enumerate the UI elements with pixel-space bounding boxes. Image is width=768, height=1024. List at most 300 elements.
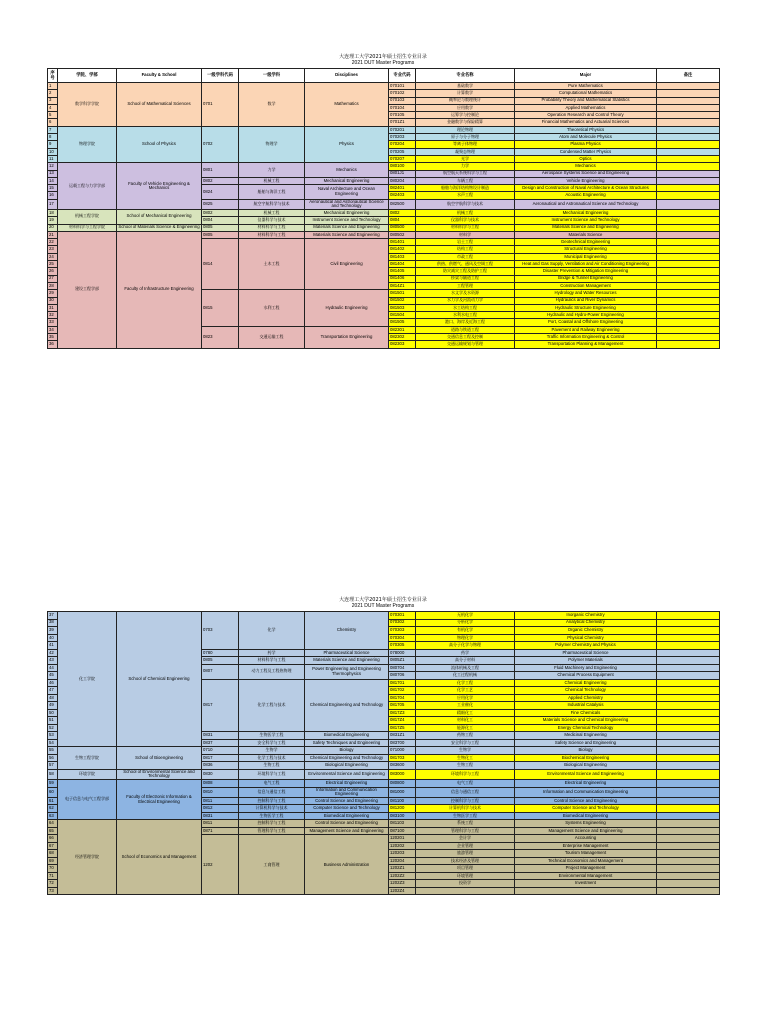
seq-cell: 12 xyxy=(48,163,58,170)
note-cell xyxy=(657,192,720,199)
major-code-cell: 120201 xyxy=(389,835,416,843)
major-en-cell: Medicinal Engineering xyxy=(515,732,657,740)
major-cn-cell: 理论物理 xyxy=(416,126,515,133)
discipline-code-cell: 0871 xyxy=(202,827,239,835)
major-cn-cell: 投资学 xyxy=(416,880,515,888)
major-cn-cell: 高分子材料 xyxy=(416,657,515,665)
table-row xyxy=(48,780,720,788)
major-cn-cell: 材料化工 xyxy=(416,717,515,725)
seq-cell: 59 xyxy=(48,780,58,788)
note-cell xyxy=(657,717,720,725)
note-cell xyxy=(657,319,720,326)
major-en-cell: Polymer Chemistry and Physics xyxy=(515,642,657,650)
table-row xyxy=(48,231,720,238)
discipline-en-cell: Aeronautical and Astronautical Science and Technology xyxy=(305,199,389,209)
seq-cell: 13 xyxy=(48,170,58,177)
seq-cell: 71 xyxy=(48,872,58,880)
major-en-cell: Fine Chemicals xyxy=(515,709,657,717)
discipline-cn-cell: 物理学 xyxy=(239,126,305,162)
major-cn-cell: 交通运输规划与管理 xyxy=(416,341,515,348)
major-code-cell: 081504 xyxy=(389,312,416,319)
major-cn-cell: 结构工程 xyxy=(416,246,515,253)
seq-cell: 36 xyxy=(48,341,58,348)
note-cell xyxy=(657,812,720,820)
note-cell xyxy=(657,679,720,687)
major-en-cell: Chemical Engineering xyxy=(515,679,657,687)
major-cn-cell: 凝聚态物理 xyxy=(416,148,515,155)
major-code-cell: 081200 xyxy=(389,805,416,813)
seq-cell: 18 xyxy=(48,209,58,216)
discipline-code-cell: 0831 xyxy=(202,732,239,740)
note-cell xyxy=(657,842,720,850)
note-cell xyxy=(657,820,720,828)
major-cn-cell: 水声工程 xyxy=(416,192,515,199)
major-code-cell: 070205 xyxy=(389,148,416,155)
major-cn-cell: 管理科学与工程 xyxy=(416,827,515,835)
major-code-cell: 070105 xyxy=(389,112,416,119)
major-en-cell: Biological Engineering xyxy=(515,762,657,770)
faculty-cell: School of Economics and Management xyxy=(117,820,202,895)
note-cell xyxy=(657,827,720,835)
major-code-cell: 070204 xyxy=(389,141,416,148)
major-en-cell: Mechanical Engineering xyxy=(515,209,657,216)
note-cell xyxy=(657,709,720,717)
header-dept-cn: 学院、学部 xyxy=(58,69,117,83)
major-en-cell: Hydraulics and River Dynamics xyxy=(515,297,657,304)
major-cn-cell: 金融数学与保险精算 xyxy=(416,119,515,126)
note-cell xyxy=(657,634,720,642)
note-cell xyxy=(657,177,720,184)
table-row xyxy=(48,209,720,216)
major-en-cell: Acoustic Engineering xyxy=(515,192,657,199)
major-code-cell: 081505 xyxy=(389,319,416,326)
seq-cell: 14 xyxy=(48,177,58,184)
major-en-cell: Mechanics xyxy=(515,163,657,170)
discipline-code-cell: 0825 xyxy=(202,199,239,209)
major-en-cell: Polymer Materials xyxy=(515,657,657,665)
major-en-cell: Biomedical Engineering xyxy=(515,812,657,820)
seq-cell: 34 xyxy=(48,326,58,333)
dept-cn-cell: 材料科学与工程学院 xyxy=(58,224,117,231)
discipline-en-cell: Transportation Engineering xyxy=(305,326,389,348)
seq-cell: 20 xyxy=(48,224,58,231)
major-code-cell: 120203 xyxy=(389,850,416,858)
discipline-cn-cell: 机械工程 xyxy=(239,177,305,184)
major-en-cell: Heat and Gas Supply, Ventilation and Air Conditioning Engineering xyxy=(515,261,657,268)
header-note: 备注 xyxy=(657,69,720,83)
discipline-en-cell: Pharmaceutical Science xyxy=(305,649,389,657)
major-cn-cell: 企业管理 xyxy=(416,842,515,850)
seq-cell: 32 xyxy=(48,312,58,319)
major-cn-cell: 化工过程机械 xyxy=(416,672,515,680)
major-code-cell: 070303 xyxy=(389,627,416,635)
major-en-cell: Aeronautical and Astronautical Science and Technology xyxy=(515,199,657,209)
discipline-code-cell: 0830 xyxy=(202,769,239,779)
header-disc-cn: 一级学科 xyxy=(239,69,305,83)
major-cn-cell: 化学工程 xyxy=(416,679,515,687)
discipline-code-cell: 0823 xyxy=(202,326,239,348)
note-cell xyxy=(657,155,720,162)
major-code-cell: 081402 xyxy=(389,246,416,253)
note-cell xyxy=(657,134,720,141)
note-cell xyxy=(657,739,720,747)
major-code-cell: 081701 xyxy=(389,679,416,687)
discipline-en-cell: Biological Engineering xyxy=(305,762,389,770)
major-en-cell: Aerospace Systems Science and Engineering xyxy=(515,170,657,177)
major-cn-cell: 生物工程 xyxy=(416,762,515,770)
major-code-cell: 082301 xyxy=(389,326,416,333)
seq-cell: 1 xyxy=(48,83,58,90)
note-cell xyxy=(657,835,720,843)
major-code-cell: 080100 xyxy=(389,163,416,170)
major-en-cell: Computer Science and Technology xyxy=(515,805,657,813)
note-cell xyxy=(657,185,720,192)
major-en-cell: Geotechnical Engineering xyxy=(515,239,657,246)
major-en-cell: Instrument Science and Technology xyxy=(515,217,657,224)
major-cn-cell: 等离子体物理 xyxy=(416,141,515,148)
note-cell xyxy=(657,297,720,304)
discipline-en-cell: Materials Science and Engineering xyxy=(305,231,389,238)
note-cell xyxy=(657,754,720,762)
header-major-en: Major xyxy=(515,69,657,83)
discipline-en-cell: Chemical Engineering and Technology xyxy=(305,679,389,732)
major-cn-cell: 无机化学 xyxy=(416,612,515,620)
major-en-cell: Technical Economics and Management xyxy=(515,857,657,865)
note-cell xyxy=(657,209,720,216)
major-en-cell: Optics xyxy=(515,155,657,162)
discipline-cn-cell: 化学工程与技术 xyxy=(239,754,305,762)
faculty-cell: Faculty of Vehicle Engineering & Mechanics xyxy=(117,163,202,210)
major-code-cell: 081501 xyxy=(389,290,416,297)
discipline-en-cell: Safety Techniques and Engineering xyxy=(305,739,389,747)
note-cell xyxy=(657,694,720,702)
major-code-cell: 082302 xyxy=(389,333,416,340)
major-en-cell: Control Science and Engineering xyxy=(515,797,657,805)
note-cell xyxy=(657,268,720,275)
major-code-cell: 0802 xyxy=(389,209,416,216)
header-major-cn: 专业名称 xyxy=(416,69,515,83)
major-en-cell: Environmental Science and Engineering xyxy=(515,769,657,779)
discipline-code-cell: 0817 xyxy=(202,679,239,732)
major-en-cell: Applied Chemistry xyxy=(515,694,657,702)
major-cn-cell: 工程管理 xyxy=(416,282,515,289)
discipline-code-cell: 0831 xyxy=(202,812,239,820)
note-cell xyxy=(657,282,720,289)
major-cn-cell: 药物工程 xyxy=(416,732,515,740)
major-en-cell: Safety Science and Engineering xyxy=(515,739,657,747)
major-cn-cell: 车辆工程 xyxy=(416,177,515,184)
discipline-en-cell: Naval Architecture and Ocean Engineering xyxy=(305,185,389,200)
seq-cell: 69 xyxy=(48,857,58,865)
major-code-cell: 087100 xyxy=(389,827,416,835)
note-cell xyxy=(657,762,720,770)
major-cn-cell: 生物化工 xyxy=(416,754,515,762)
major-en-cell xyxy=(515,887,657,895)
note-cell xyxy=(657,341,720,348)
major-cn-cell: 精细化工 xyxy=(416,709,515,717)
note-cell xyxy=(657,642,720,650)
dept-cn-cell: 经济管理学院 xyxy=(58,820,117,895)
major-en-cell: Chemical Technology xyxy=(515,687,657,695)
discipline-en-cell: Management Science and Engineering xyxy=(305,827,389,835)
note-cell xyxy=(657,687,720,695)
discipline-cn-cell: 化学 xyxy=(239,612,305,650)
major-cn-cell: 药学 xyxy=(416,649,515,657)
seq-cell: 19 xyxy=(48,217,58,224)
major-en-cell: Design and Construction of Naval Architecture & Ocean Structures xyxy=(515,185,657,192)
major-cn-cell: 计算数学 xyxy=(416,90,515,97)
discipline-code-cell: 0805 xyxy=(202,657,239,665)
note-cell xyxy=(657,148,720,155)
major-cn-cell: 旅游管理 xyxy=(416,850,515,858)
discipline-cn-cell: 控制科学与工程 xyxy=(239,820,305,828)
major-cn-cell: 环境科学与工程 xyxy=(416,769,515,779)
header-faculty: Faculty & School xyxy=(117,69,202,83)
major-en-cell: Port, Coastal and Offshore Engineering xyxy=(515,319,657,326)
dept-cn-cell: 物理学院 xyxy=(58,126,117,162)
major-cn-cell: 道路与铁道工程 xyxy=(416,326,515,333)
major-en-cell: Condensed Matter Physics xyxy=(515,148,657,155)
page-subtitle: 2021 DUT Master Programs xyxy=(351,603,415,609)
major-code-cell: 080502 xyxy=(389,231,416,238)
major-cn-cell: 分析化学 xyxy=(416,619,515,627)
note-cell xyxy=(657,126,720,133)
header-disc-code: 一级学科代码 xyxy=(202,69,239,83)
discipline-code-cell: 0710 xyxy=(202,747,239,755)
discipline-code-cell: 0808 xyxy=(202,780,239,788)
major-en-cell: Systems Engineering xyxy=(515,820,657,828)
major-code-cell: 0814Z1 xyxy=(389,282,416,289)
major-en-cell: Management Science and Engineering xyxy=(515,827,657,835)
header-seq: 序号 xyxy=(48,69,58,83)
seq-cell: 8 xyxy=(48,134,58,141)
discipline-en-cell: Chemical Engineering and Technology xyxy=(305,754,389,762)
discipline-en-cell: Power Engineering and Engineering Thermophysics xyxy=(305,664,389,679)
discipline-cn-cell: 数学 xyxy=(239,83,305,127)
major-code-cell: 083600 xyxy=(389,762,416,770)
discipline-cn-cell: 动力工程及工程热物理 xyxy=(239,664,305,679)
discipline-cn-cell: 控制科学与工程 xyxy=(239,797,305,805)
seq-cell: 24 xyxy=(48,253,58,260)
major-cn-cell: 电气工程 xyxy=(416,780,515,788)
discipline-code-cell: 1202 xyxy=(202,835,239,895)
major-code-cell: 082403 xyxy=(389,192,416,199)
discipline-en-cell: Mechanics xyxy=(305,163,389,178)
note-cell xyxy=(657,787,720,797)
major-en-cell: Municipal Engineering xyxy=(515,253,657,260)
seq-cell: 68 xyxy=(48,850,58,858)
major-code-cell: 070101 xyxy=(389,83,416,90)
note-cell xyxy=(657,90,720,97)
discipline-cn-cell: 计算机科学与技术 xyxy=(239,805,305,813)
seq-cell: 37 xyxy=(48,612,58,620)
seq-cell: 26 xyxy=(48,268,58,275)
major-en-cell: Financial Mathematics and Actuarial Sciences xyxy=(515,119,657,126)
dept-cn-cell: 机械工程学院 xyxy=(58,209,117,224)
major-code-cell: 078000 xyxy=(389,649,416,657)
major-cn-cell: 水工结构工程 xyxy=(416,304,515,311)
discipline-en-cell: Mathematics xyxy=(305,83,389,127)
major-en-cell: Transportation Planning & Management xyxy=(515,341,657,348)
discipline-code-cell: 0805 xyxy=(202,231,239,238)
seq-cell: 63 xyxy=(48,812,58,820)
major-cn-cell: 航空宇航科学与技术 xyxy=(416,199,515,209)
note-cell xyxy=(657,857,720,865)
major-code-cell: 080800 xyxy=(389,780,416,788)
note-cell xyxy=(657,97,720,104)
faculty-cell: Faculty of Electronic Information & Electrical Engineering xyxy=(117,780,202,820)
major-code-cell: 070304 xyxy=(389,634,416,642)
major-code-cell: 1202Z1 xyxy=(389,865,416,873)
note-cell xyxy=(657,805,720,813)
major-en-cell: Applied Mathematics xyxy=(515,104,657,111)
major-cn-cell: 工业催化 xyxy=(416,702,515,710)
table-row xyxy=(48,612,720,620)
discipline-cn-cell: 管理科学与工程 xyxy=(239,827,305,835)
seq-cell: 65 xyxy=(48,827,58,835)
seq-cell: 61 xyxy=(48,797,58,805)
note-cell xyxy=(657,702,720,710)
major-en-cell: Materials Science and Engineering xyxy=(515,224,657,231)
major-en-cell: Analytical Chemistry xyxy=(515,619,657,627)
seq-cell: 30 xyxy=(48,297,58,304)
discipline-cn-cell: 交通运输工程 xyxy=(239,326,305,348)
note-cell xyxy=(657,170,720,177)
discipline-cn-cell: 材料科学与工程 xyxy=(239,657,305,665)
seq-cell: 46 xyxy=(48,679,58,687)
dept-cn-cell: 环境学院 xyxy=(58,769,117,779)
major-code-cell: 0804 xyxy=(389,217,416,224)
seq-cell: 62 xyxy=(48,805,58,813)
discipline-cn-cell: 水利工程 xyxy=(239,290,305,326)
major-code-cell: 070301 xyxy=(389,612,416,620)
table-body xyxy=(48,612,720,895)
discipline-en-cell: Control Science and Engineering xyxy=(305,797,389,805)
major-cn-cell: 环境管理 xyxy=(416,872,515,880)
major-en-cell: Energy Chemical Technology xyxy=(515,724,657,732)
major-cn-cell xyxy=(416,887,515,895)
discipline-code-cell: 0814 xyxy=(202,239,239,290)
major-en-cell: Pharmaceutical Science xyxy=(515,649,657,657)
seq-cell: 40 xyxy=(48,634,58,642)
major-en-cell: Chemical Process Equipment xyxy=(515,672,657,680)
major-cn-cell: 材料科学与工程 xyxy=(416,224,515,231)
note-cell xyxy=(657,732,720,740)
major-code-cell: 0801J1 xyxy=(389,170,416,177)
discipline-cn-cell: 力学 xyxy=(239,163,305,178)
major-code-cell: 083700 xyxy=(389,739,416,747)
major-cn-cell: 港口、海岸及近海工程 xyxy=(416,319,515,326)
programs-table xyxy=(47,611,720,895)
seq-cell: 4 xyxy=(48,104,58,111)
major-code-cell: 070305 xyxy=(389,642,416,650)
discipline-en-cell: Mechanical Engineering xyxy=(305,209,389,216)
discipline-en-cell: Control Science and Engineering xyxy=(305,820,389,828)
seq-cell: 10 xyxy=(48,148,58,155)
note-cell xyxy=(657,112,720,119)
seq-cell: 64 xyxy=(48,820,58,828)
seq-cell: 53 xyxy=(48,732,58,740)
major-cn-cell: 技术经济及管理 xyxy=(416,857,515,865)
major-cn-cell: 物理化学 xyxy=(416,634,515,642)
note-cell xyxy=(657,627,720,635)
discipline-code-cell: 0780 xyxy=(202,649,239,657)
seq-cell: 43 xyxy=(48,657,58,665)
dept-cn-cell: 化工学院 xyxy=(58,612,117,747)
note-cell xyxy=(657,104,720,111)
note-cell xyxy=(657,880,720,888)
major-cn-cell: 信息与通信工程 xyxy=(416,787,515,797)
discipline-code-cell: 0804 xyxy=(202,217,239,224)
seq-cell: 31 xyxy=(48,304,58,311)
note-cell xyxy=(657,199,720,209)
major-code-cell: 080204 xyxy=(389,177,416,184)
major-en-cell: Hydrology and Water Resources xyxy=(515,290,657,297)
note-cell xyxy=(657,231,720,238)
major-en-cell: Environmental Management xyxy=(515,872,657,880)
major-code-cell: 080500 xyxy=(389,224,416,231)
major-en-cell: Biology xyxy=(515,747,657,755)
major-code-cell: 080704 xyxy=(389,664,416,672)
major-cn-cell: 项目管理 xyxy=(416,865,515,873)
discipline-en-cell: Materials Science and Engineering xyxy=(305,224,389,231)
faculty-cell: School of Chemical Engineering xyxy=(117,612,202,747)
page-subtitle: 2021 DUT Master Programs xyxy=(351,60,415,66)
major-code-cell: 081705 xyxy=(389,702,416,710)
note-cell xyxy=(657,612,720,620)
discipline-cn-cell: 机械工程 xyxy=(239,209,305,216)
seq-cell: 3 xyxy=(48,97,58,104)
discipline-cn-cell: 信息与通信工程 xyxy=(239,787,305,797)
page-one xyxy=(47,54,719,349)
major-code-cell: 081503 xyxy=(389,304,416,311)
seq-cell: 38 xyxy=(48,619,58,627)
major-en-cell: Pure Mathematics xyxy=(515,83,657,90)
major-code-cell: 0701Z1 xyxy=(389,119,416,126)
major-en-cell: Disaster Prevention & Mitigation Engineering xyxy=(515,268,657,275)
faculty-cell: Faculty of Infrastructure Engineering xyxy=(117,231,202,348)
discipline-code-cell: 0802 xyxy=(202,177,239,184)
major-en-cell: Probability Theory and Mathematical Statistics xyxy=(515,97,657,104)
seq-cell: 11 xyxy=(48,155,58,162)
note-cell xyxy=(657,141,720,148)
seq-cell: 51 xyxy=(48,717,58,725)
seq-cell: 25 xyxy=(48,261,58,268)
major-code-cell: 081100 xyxy=(389,797,416,805)
major-cn-cell: 原子与分子物理 xyxy=(416,134,515,141)
note-cell xyxy=(657,657,720,665)
seq-cell: 54 xyxy=(48,739,58,747)
discipline-cn-cell: 航空宇航科学与技术 xyxy=(239,199,305,209)
major-cn-cell: 化学工艺 xyxy=(416,687,515,695)
faculty-cell: School of Mechanical Engineering xyxy=(117,209,202,224)
major-code-cell: 070203 xyxy=(389,134,416,141)
seq-cell: 7 xyxy=(48,126,58,133)
discipline-cn-cell: 安全科学与工程 xyxy=(239,739,305,747)
major-en-cell: Construction Management xyxy=(515,282,657,289)
note-cell xyxy=(657,672,720,680)
major-code-cell: 081406 xyxy=(389,275,416,282)
major-en-cell: Operation Research and Control Theory xyxy=(515,112,657,119)
major-cn-cell: 仪器科学与技术 xyxy=(416,217,515,224)
major-cn-cell: 能源化工 xyxy=(416,724,515,732)
major-en-cell: Computational Mathematics xyxy=(515,90,657,97)
major-en-cell: Biochemical Engineering xyxy=(515,754,657,762)
major-cn-cell: 水力学及河流动力学 xyxy=(416,297,515,304)
major-en-cell: Structural Engineering xyxy=(515,246,657,253)
note-cell xyxy=(657,333,720,340)
note-cell xyxy=(657,290,720,297)
